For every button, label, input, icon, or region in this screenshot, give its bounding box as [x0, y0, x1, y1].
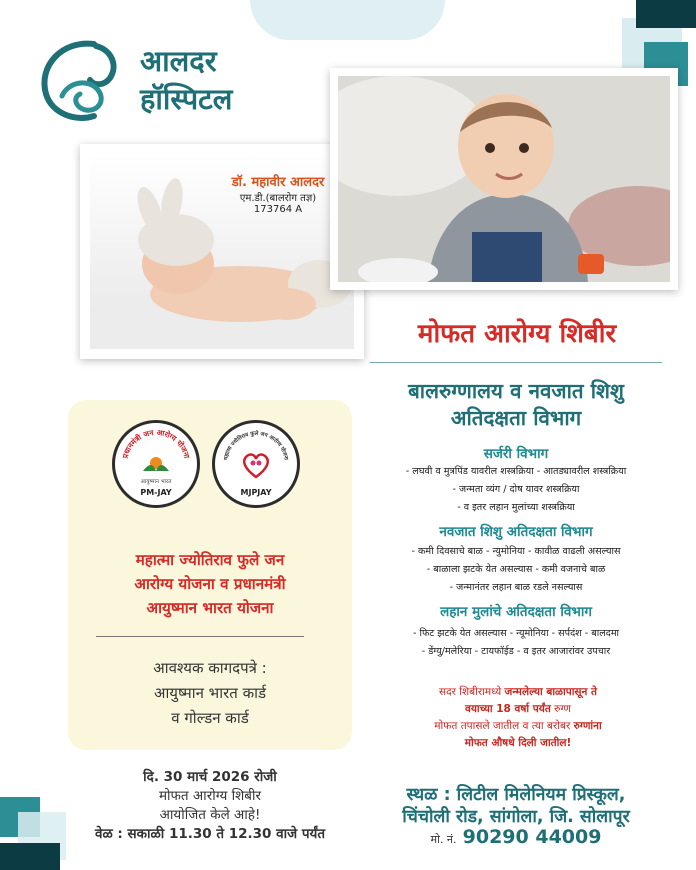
scheme-title	[78, 548, 342, 620]
event-line3: आयोजित केले आहे!	[159, 807, 261, 823]
required-documents	[78, 656, 342, 731]
scheme-line3: आयुष्मान भारत योजना	[146, 599, 274, 617]
pmjay-inner-text: आयुष्मान भारत	[140, 479, 172, 485]
note-part-bold: रुग्णांना	[573, 720, 602, 732]
documents-label: आवश्यक कागदपत्रे :	[153, 659, 267, 677]
section-line: - जन्मता व्यंग / दोष यावर शस्त्रक्रिया	[452, 484, 580, 495]
hospital-name	[140, 42, 232, 118]
mother-baby-icon	[32, 36, 132, 126]
mjpjay-badge	[212, 420, 300, 508]
note-part-bold: वयाच्या 18 वर्षा पर्यंत	[464, 703, 551, 715]
mjpjay-arc-text: महात्मा ज्योतिराव फुले जन आरोग्य योजना	[223, 430, 289, 461]
camp-title: मोफत आरोग्य शिबीर	[417, 319, 617, 349]
mjpjay-label: MJPJAY	[240, 488, 272, 497]
phone-row	[356, 826, 676, 848]
note-part-bold: मोफत औषधे दिली जातील!	[464, 737, 572, 749]
event-date: दि. 30 मार्च 2026 रोजी	[143, 769, 277, 785]
pmjay-arc-text: प्रधानमंत्री जन आरोग्य योजना	[120, 427, 192, 460]
department-line2: अतिदक्षता विभाग	[450, 406, 582, 430]
hospital-name-line2: हॉस्पिटल	[140, 82, 233, 116]
note-part: सदर शिबीरामध्ये	[438, 686, 505, 698]
note-part-bold: जन्मलेल्या बाळापासून ते	[504, 686, 598, 698]
scheme-line1: महात्मा ज्योतिराव फुले जन	[135, 551, 285, 569]
section-line: - कमी दिवसाचे बाळ - न्युमोनिया - कावीळ वाढली असल्यास	[411, 546, 621, 557]
decor-top-pill	[250, 0, 445, 40]
venue-line2: चिंचोली रोड, सांगोला, जि. सोलापूर	[402, 807, 630, 827]
decor-square-dark	[636, 0, 696, 28]
section-title-nicu: नवजात शिशु अतिदक्षता विभाग	[439, 524, 593, 540]
section-line: - जन्मानंतर लहान बाळ रडले नसल्यास	[449, 582, 583, 593]
department-line1: बालरुग्णालय व नवजात शिशु	[408, 379, 624, 403]
section-line: - व इतर लहान मुलांच्या शस्त्रक्रिया	[457, 502, 575, 513]
note-part: रुग्ण	[550, 703, 572, 715]
svg-text:प्रधानमंत्री जन आरोग्य योजना	[120, 428, 191, 460]
venue-line1: स्थळ : लिटील मिलेनियम प्रिस्कूल,	[406, 785, 626, 805]
divider	[370, 362, 662, 363]
doctor-degree: एम.डी.(बालरोग तज्ञ)	[239, 193, 317, 204]
toddler-illustration	[338, 76, 670, 282]
photo-frame-toddler	[330, 68, 678, 290]
pmjay-badge	[112, 420, 200, 508]
divider	[96, 636, 304, 637]
department-title	[364, 378, 668, 432]
phone-number[interactable]: 90290 44009	[462, 826, 602, 848]
pmjay-emblem	[115, 423, 197, 505]
section-line: - लघवी व मुत्रपिंड यावरील शस्त्रक्रिया - आतड्यावरील शस्त्रक्रिया	[405, 466, 627, 477]
toddler-photo	[338, 76, 670, 282]
age-note	[358, 684, 678, 752]
section-title-surgery: सर्जरी विभाग	[483, 446, 549, 462]
section-line: - बाळाला झटके येत असल्यास - कमी वजनाचे बाळ	[426, 564, 606, 575]
decor-bottom-dark	[0, 843, 60, 870]
scheme-line2: आरोग्य योजना व प्रधानमंत्री	[134, 575, 286, 593]
doctor-name: डॉ. महावीर आलदर	[231, 175, 325, 190]
documents-line1: आयुष्मान भारत कार्ड	[153, 684, 267, 702]
section-line: - फिट झटके येत असल्यास - न्यूमोनिया - सर्पदंश - बालदमा	[412, 628, 620, 639]
event-time: वेळ : सकाळी 11.30 ते 12.30 वाजे पर्यंत	[94, 826, 326, 842]
doctor-reg-no: 173764 A	[253, 204, 303, 215]
section-title-picu: लहान मुलांचे अतिदक्षता विभाग	[440, 604, 592, 620]
event-details	[60, 768, 360, 844]
section-line: - डेंग्यु/मलेरिया - टायफॉईड - व इतर आजारांवर उपचार	[421, 646, 611, 657]
mjpjay-emblem	[215, 423, 297, 505]
hospital-name-line1: आलदर	[140, 44, 217, 78]
pmjay-label: PM-JAY	[140, 488, 172, 497]
event-line2: मोफत आरोग्य शिबीर	[158, 788, 262, 804]
phone-label: मो. नं.	[430, 833, 457, 846]
documents-line2: व गोल्डन कार्ड	[171, 709, 249, 727]
note-part: मोफत तपासले जातील व त्या बरोबर	[434, 720, 574, 732]
